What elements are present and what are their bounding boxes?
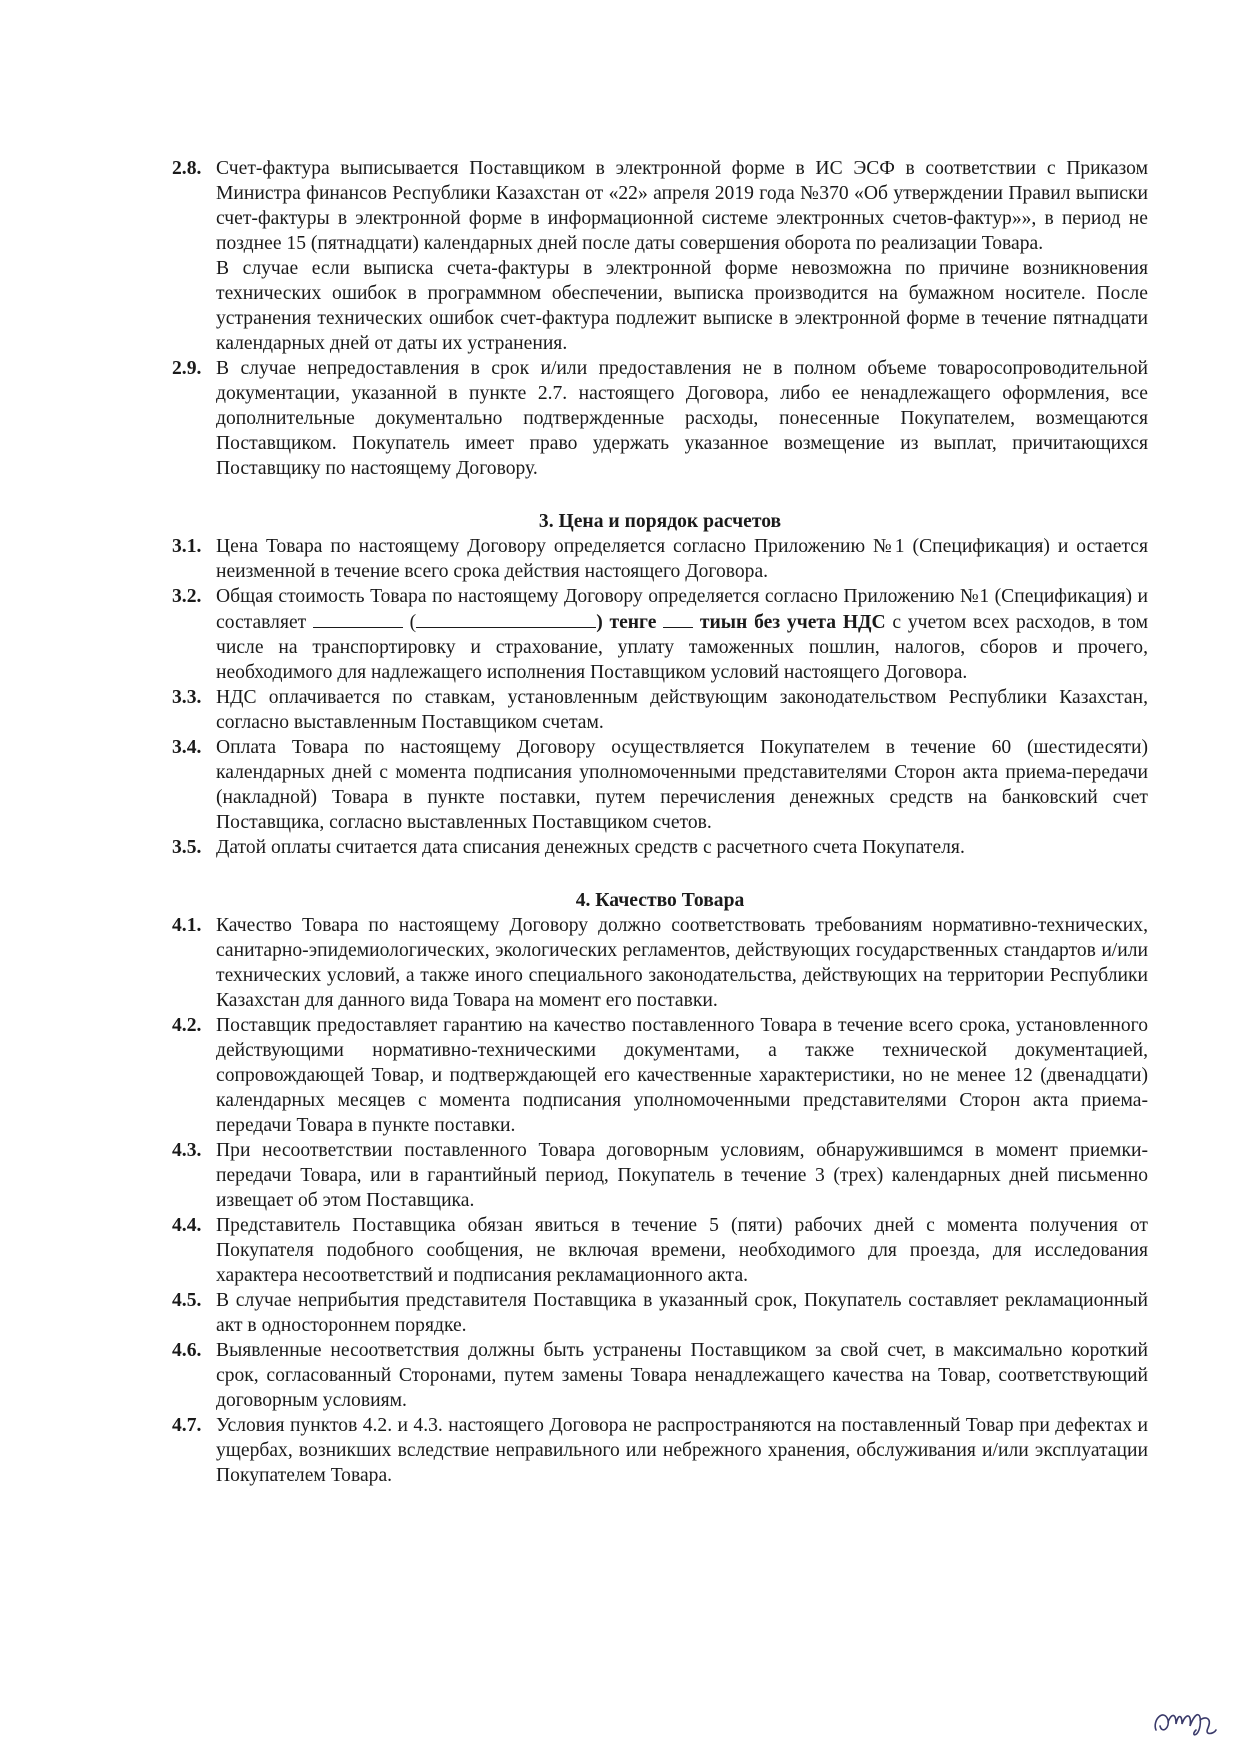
clause-number: 4.5. [172, 1290, 202, 1311]
clause-text: Поставщик предоставляет гарантию на качество поставленного Товара в течение всего срока, установленного действующими нормативно-техническими документами, а также технической документацией, сопровождающей Товар, и подтверждающей его качественные характеристики, но не менее 12 (двенадцати) календарных месяцев с момента подписания уполномоченными представителями Сторон акта приема-передачи Товара в пункте поставки. [216, 1015, 1148, 1136]
clause-text-part: с учетом всех расходов, в том числе на транспортировку и страхование, уплату таможенных пошлин, налогов, сборов и прочего, необходимого для надлежащего исполнения Поставщиком условий настоящего Договора. [216, 612, 1148, 683]
clause-3-3 [172, 685, 1148, 735]
amount-blank[interactable] [313, 609, 403, 628]
vat-label: тиын без учета НДС [693, 612, 886, 633]
clause-4-6 [172, 1338, 1148, 1413]
clause-4-7 [172, 1413, 1148, 1488]
section-4-heading: 4. Качество Товара [575, 890, 745, 911]
clause-text: Условия пунктов 4.2. и 4.3. настоящего Договора не распространяются на поставленный Товар при дефектах и ущербах, возникших вследствие неправильного или небрежного хранения, обслуживания и/или эксплуатации Покупателем Товара. [216, 1415, 1148, 1486]
clause-4-5 [172, 1288, 1148, 1338]
clause-text-part: Общая стоимость Товара по настоящему Договору определяется согласно Приложению №1 (Спецификация) и составляет [216, 586, 1148, 633]
clause-text: Счет-фактура выписывается Поставщиком в электронной форме в ИС ЭСФ в соответствии с Приказом Министра финансов Республики Казахстан от «22» апреля 2019 года №370 «Об утверждении Правил выписки счет-фактуры в электронной форме в информационной системе электронных счетов-фактур»», в период не позднее 15 (пятнадцати) календарных дней после даты совершения оборота по реализации Товара. [216, 158, 1148, 254]
clause-text: Качество Товара по настоящему Договору должно соответствовать требованиям нормативно-технических, санитарно-эпидемиологических, экологических регламентов, действующих государственных стандартов и/или технических условий, а также иного специального законодательства, действующих на территории Республики Казахстан для данного вида Товара на момент его поставки. [216, 915, 1148, 1011]
clause-number: 3.1. [172, 536, 202, 557]
clause-4-3 [172, 1138, 1148, 1213]
clause-number: 3.3. [172, 687, 202, 708]
clause-text: Цена Товара по настоящему Договору определяется согласно Приложению №1 (Спецификация) и остается неизменной в течение всего срока действия настоящего Договора. [216, 536, 1148, 582]
clause-number: 2.8. [172, 158, 202, 179]
clause-text: Оплата Товара по настоящему Договору осуществляется Покупателем в течение 60 (шестидесяти) календарных дней с момента подписания уполномоченными представителями Сторон акта приема-передачи (накладной) Товара в пункте поставки, путем перечисления денежных средств на банковский счет Поставщика, согласно выставленных Поставщиком счетов. [216, 737, 1148, 833]
clause-3-5 [172, 835, 1148, 860]
clause-4-1 [172, 913, 1148, 1013]
clause-text: Датой оплаты считается дата списания денежных средств с расчетного счета Покупателя. [216, 837, 965, 858]
clause-text: В случае неприбытия представителя Поставщика в указанный срок, Покупатель составляет рекламационный акт в одностороннем порядке. [216, 1290, 1148, 1336]
clause-4-4 [172, 1213, 1148, 1288]
clause-3-1 [172, 534, 1148, 584]
clause-number: 4.6. [172, 1340, 202, 1361]
clause-number: 3.4. [172, 737, 202, 758]
section-3-heading: 3. Цена и порядок расчетов [538, 511, 782, 532]
clause-number: 4.2. [172, 1015, 202, 1036]
clause-2-9 [172, 356, 1148, 481]
clause-text: При несоответствии поставленного Товара договорным условиям, обнаружившимся в момент приемки-передачи Товара, или в гарантийный период, Покупатель в течение 3 (трех) календарных дней письменно извещает об этом Поставщика. [216, 1140, 1148, 1211]
clause-number: 4.3. [172, 1140, 202, 1161]
clause-text-part: ( [402, 612, 417, 633]
clause-text [216, 584, 1148, 685]
currency-label: ) тенге [596, 612, 664, 633]
tiyn-blank[interactable] [663, 609, 693, 628]
clause-text: Выявленные несоответствия должны быть устранены Поставщиком за свой счет, в максимально короткий срок, согласованный Сторонами, путем замены Товара ненадлежащего качества на Товар, соответствующий договорным условиям. [216, 1340, 1148, 1411]
clause-number: 3.2. [172, 586, 202, 607]
handwritten-signature [1150, 1700, 1220, 1742]
clause-2-8-continuation: В случае если выписка счета-фактуры в электронной форме невозможна по причине возникновения технических ошибок в программном обеспечении, выписка производится на бумажном носителе. После устранения технических ошибок счет-фактура подлежит выписке в электронной форме в течение пятнадцати календарных дней от даты их устранения. [216, 258, 1148, 354]
contract-page [172, 156, 1148, 1488]
clause-text: В случае непредоставления в срок и/или предоставления не в полном объеме товаросопроводительной документации, указанной в пункте 2.7. настоящего Договора, либо ее ненадлежащего оформления, все дополнительные документально подтвержденные расходы, понесенные Покупателем, возмещаются Поставщиком. Покупатель имеет право удержать указанное возмещение из выплат, причитающихся Поставщику по настоящему Договору. [216, 358, 1148, 479]
clause-4-2 [172, 1013, 1148, 1138]
clause-text: Представитель Поставщика обязан явиться в течение 5 (пяти) рабочих дней с момента получения от Покупателя подобного сообщения, не включая времени, необходимого для проезда, для исследования характера несоответствий и подписания рекламационного акта. [216, 1215, 1148, 1286]
clause-number: 4.4. [172, 1215, 202, 1236]
clause-text: НДС оплачивается по ставкам, установленным действующим законодательством Республики Казахстан, согласно выставленным Поставщиком счетам. [216, 687, 1148, 733]
clause-3-4 [172, 735, 1148, 835]
amount-words-blank[interactable] [416, 609, 596, 628]
clause-number: 4.1. [172, 915, 202, 936]
clause-number: 3.5. [172, 837, 202, 858]
clause-2-8 [172, 156, 1148, 256]
clause-3-2 [172, 584, 1148, 685]
clause-number: 4.7. [172, 1415, 202, 1436]
clause-number: 2.9. [172, 358, 202, 379]
